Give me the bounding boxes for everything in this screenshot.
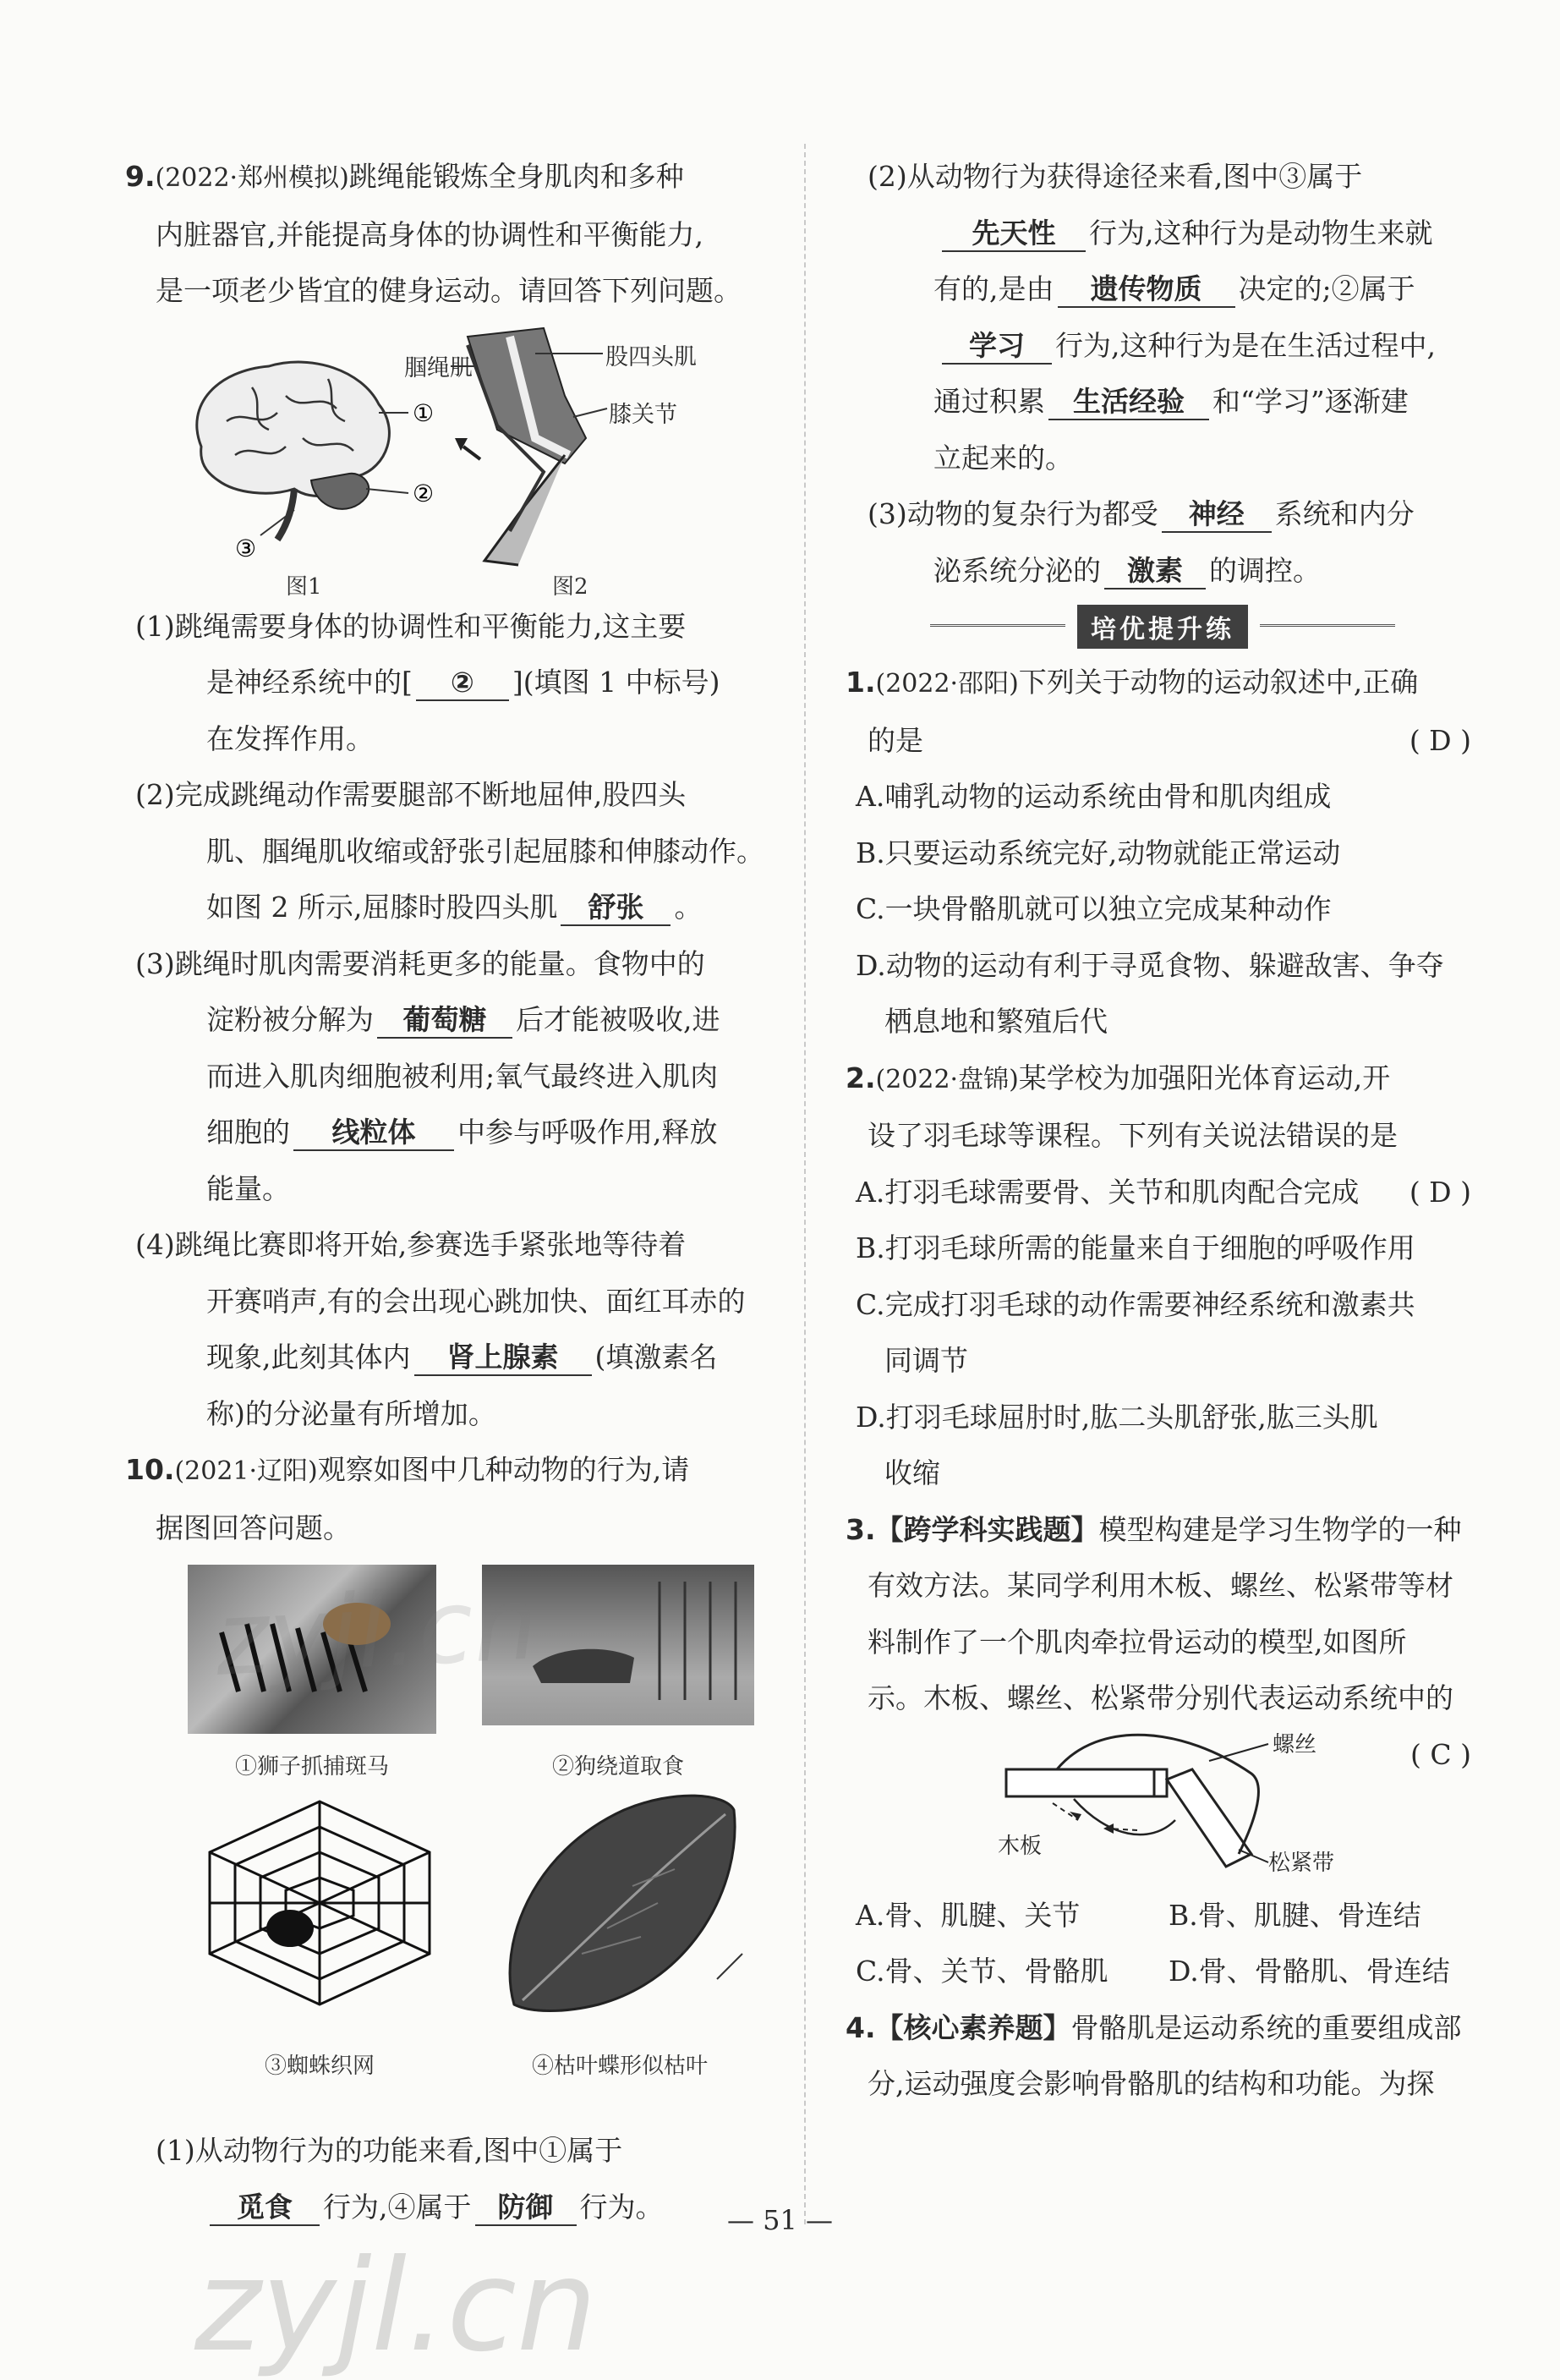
q10-stem-line2: 据图回答问题。 [156, 1511, 351, 1544]
q9-p1-line3: 在发挥作用。 [206, 721, 374, 755]
r3-model-figure [846, 1727, 1480, 1888]
r3-number: 3. [846, 1512, 876, 1546]
q9-answer-2: 舒张 [561, 891, 671, 926]
r1-option-b: B.只要运动系统完好,动物就能正常运动 [856, 836, 1341, 869]
q9-p3-line4: 细胞的 线粒体 中参与呼吸作用,释放 [125, 1105, 778, 1161]
right-column [846, 149, 1480, 2113]
r1-option-a: A.哺乳动物的运动系统由骨和肌肉组成 [856, 780, 1332, 813]
q10-p2-line2: 先天性 行为,这种行为是动物生来就 [846, 206, 1480, 262]
q9-p2-line2: 肌、腘绳肌收缩或舒张引起屈膝和伸膝动作。 [206, 834, 764, 868]
q9-p4-line4: 称)的分泌量有所增加。 [206, 1396, 496, 1430]
q10-p3-line2: 泌系统分泌的 激素 的调控。 [846, 543, 1480, 600]
r3-answer-choice: ( C ) [1410, 1737, 1471, 1771]
q10-answer-5: 学习 [942, 329, 1052, 365]
q9-answer-3: 葡萄糖 [377, 1003, 512, 1039]
q9-p3-line3: 而进入肌肉细胞被利用;氧气最终进入肌肉 [206, 1059, 719, 1093]
r1-answer-choice: ( D ) [1409, 723, 1471, 757]
label-elastic-band: 松紧带 [1268, 1850, 1335, 1876]
caption-lion-zebra: ①狮子抓捕斑马 [234, 1754, 389, 1780]
brain-label-1: ① [413, 398, 435, 427]
q10-p3-line1: (3)动物的复杂行为都受 神经 系统和内分 [846, 486, 1480, 543]
watermark-bottom: zyjl.cn [194, 2233, 598, 2380]
r2-option-a: A.打羽毛球需要骨、关节和肌肉配合完成 [856, 1175, 1360, 1209]
r3-option-d: D.骨、骨骼肌、骨连结 [1169, 1955, 1450, 1988]
watermark-top: zyjl.cn [212, 1565, 541, 1699]
r3-tag: 【跨学科实践题】 [875, 1512, 1099, 1546]
q9-p4-line1: (4)跳绳比赛即将开始,参赛选手紧张地等待着 [135, 1228, 687, 1261]
q10-p2-line5: 通过积累 生活经验 和“学习”逐渐建 [846, 374, 1480, 430]
r2-stem-line2: 设了羽毛球等课程。下列有关说法错误的是 [868, 1119, 1398, 1152]
q9-source: (2022·郑州模拟) [155, 163, 349, 193]
r3-options-row1 [846, 1888, 1480, 1944]
brain-label-3: ③ [235, 534, 257, 562]
column-divider [804, 144, 806, 2224]
r3-options-row2 [846, 1944, 1480, 2000]
q10-answer-2: 防御 [475, 2191, 577, 2226]
q9-stem-line2: 内脏器官,并能提高身体的协调性和平衡能力, [156, 217, 703, 251]
fig2-caption: 图2 [552, 573, 588, 600]
q10-answer-1: 觅食 [210, 2191, 320, 2226]
label-knee-joint: 膝关节 [609, 401, 677, 428]
page-number: — 51 — [726, 2204, 834, 2236]
q10-answer-4: 遗传物质 [1058, 272, 1235, 308]
q10-p2-line1: (2)从动物行为获得途径来看,图中③属于 [868, 160, 1363, 193]
q9-p3-line1: (3)跳绳时肌肉需要消耗更多的能量。食物中的 [135, 946, 705, 980]
caption-spider-web: ③蜘蛛织网 [264, 2054, 375, 2079]
q10-answer-3: 先天性 [942, 217, 1086, 252]
r1-option-c: C.一块骨骼肌就可以独立完成某种动作 [856, 892, 1332, 925]
r3-stem-line4: 示。木板、螺丝、松紧带分别代表运动系统中的 [868, 1681, 1453, 1714]
r2-option-b: B.打羽毛球所需的能量来自于细胞的呼吸作用 [856, 1231, 1415, 1264]
r2-option-d-line2: 收缩 [884, 1456, 940, 1489]
r1-option-d-line1: D.动物的运动有利于寻觅食物、躲避敌害、争夺 [856, 948, 1444, 982]
spider-web-image [193, 1793, 446, 2013]
r4-stem-line2: 分,运动强度会影响骨骼肌的结构和功能。为探 [868, 2067, 1435, 2100]
q9-answer-4: 线粒体 [293, 1116, 454, 1151]
section-rule-left [930, 624, 1065, 630]
r2-option-d-line1: D.打羽毛球屈肘时,肱二头肌舒张,肱三头肌 [856, 1400, 1378, 1434]
label-hamstring: 腘绳肌 [404, 354, 473, 381]
fig1-caption: 图1 [286, 573, 322, 600]
caption-leaf-butterfly: ④枯叶蝶形似枯叶 [531, 2054, 708, 2079]
r1-stem-line2: 的是 ( D ) [846, 713, 1480, 770]
q10-p1-line2: 觅食 行为,④属于 防御 行为。 [125, 2180, 778, 2236]
r4-tag: 【核心素养题】 [875, 2010, 1071, 2044]
r3-option-b: B.骨、肌腱、骨连结 [1169, 1898, 1421, 1932]
brain-figure [167, 328, 438, 582]
q9-p3-line5: 能量。 [206, 1171, 290, 1205]
q10-stem-line1: 10.(2021·辽阳)观察如图中几种动物的行为,请 [125, 1453, 690, 1486]
q10-p1-line1: (1)从动物行为的功能来看,图中①属于 [156, 2134, 623, 2167]
caption-dog-detour: ②狗绕道取食 [551, 1754, 684, 1780]
q9-p4-line3: 现象,此刻其体内 肾上腺素 (填激素名 [125, 1330, 778, 1386]
r3-option-a: A.骨、肌腱、关节 [856, 1898, 1081, 1932]
q9-p4-line2: 开赛哨声,有的会出现心跳加快、面红耳赤的 [206, 1284, 746, 1318]
r2-option-c-line1: C.完成打羽毛球的动作需要神经系统和激素共 [856, 1287, 1415, 1321]
section-title: 培优提升练 [1077, 605, 1248, 649]
q9-number: 9. [125, 160, 156, 193]
r2-option-c-line2: 同调节 [884, 1344, 968, 1377]
q10-number: 10. [125, 1453, 175, 1486]
q10-answer-6: 生活经验 [1048, 385, 1209, 420]
r2-number: 2. [846, 1061, 876, 1094]
r2-source: (2022·盘锦) [875, 1064, 1019, 1094]
label-board: 木板 [998, 1833, 1043, 1859]
label-quadriceps: 股四头肌 [605, 343, 697, 370]
r4-stem-line1: 4.【核心素养题】骨骼肌是运动系统的重要组成部 [846, 2010, 1462, 2044]
r1-source: (2022·邵阳) [875, 669, 1019, 699]
r2-answer-choice: ( D ) [1409, 1175, 1471, 1209]
q9-stem-line1 [125, 149, 778, 207]
leaf-butterfly-image [480, 1785, 759, 2030]
q9-p2-line3: 如图 2 所示,屈膝时股四头肌 舒张 。 [125, 880, 778, 936]
r4-number: 4. [846, 2010, 876, 2044]
label-screw: 螺丝 [1273, 1731, 1317, 1758]
r3-stem-line1: 3.【跨学科实践题】模型构建是学习生物学的一种 [846, 1512, 1462, 1546]
left-column [125, 149, 778, 2235]
q9-answer-5: 肾上腺素 [414, 1341, 592, 1376]
r1-stem-line1: 1.(2022·邵阳)下列关于动物的运动叙述中,正确 [846, 666, 1419, 699]
q10-p2-line3: 有的,是由 遗传物质 决定的;②属于 [846, 261, 1480, 318]
brain-label-2: ② [413, 479, 435, 507]
q10-answer-8: 激素 [1104, 554, 1206, 590]
q10-p2-line6: 立起来的。 [933, 441, 1073, 474]
q9-p1-line1: (1)跳绳需要身体的协调性和平衡能力,这主要 [135, 609, 687, 643]
q9-stem-line3: 是一项老少皆宜的健身运动。请回答下列问题。 [156, 274, 742, 307]
r2-stem-line1: 2.(2022·盘锦)某学校为加强阳光体育运动,开 [846, 1061, 1391, 1094]
q9-answer-1: ② [416, 666, 509, 701]
q10-answer-7: 神经 [1162, 497, 1272, 533]
r1-option-d-line2: 栖息地和繁殖后代 [884, 1005, 1108, 1038]
r3-option-c: C.骨、关节、骨骼肌 [856, 1955, 1108, 1988]
r3-stem-line3: 料制作了一个肌肉牵拉骨运动的模型,如图所 [868, 1625, 1407, 1659]
q9-stem-text: 跳绳能锻炼全身肌肉和多种 [348, 160, 684, 193]
q10-source: (2021·辽阳) [174, 1456, 318, 1486]
q9-p1-line2: 是神经系统中的[ ② ](填图 1 中标号) [125, 655, 778, 711]
q9-p3-line2: 淀粉被分解为 葡萄糖 后才能被吸收,进 [125, 992, 778, 1049]
q9-figures [125, 320, 778, 599]
q10-p2-line4: 学习 行为,这种行为是在生活过程中, [846, 318, 1480, 375]
section-rule-right [1260, 624, 1395, 630]
r3-stem-line2: 有效方法。某同学利用木板、螺丝、松紧带等材 [868, 1569, 1453, 1602]
q9-p2-line1: (2)完成跳绳动作需要腿部不断地屈伸,股四头 [135, 778, 687, 811]
r1-number: 1. [846, 666, 876, 699]
section-header [846, 599, 1480, 655]
